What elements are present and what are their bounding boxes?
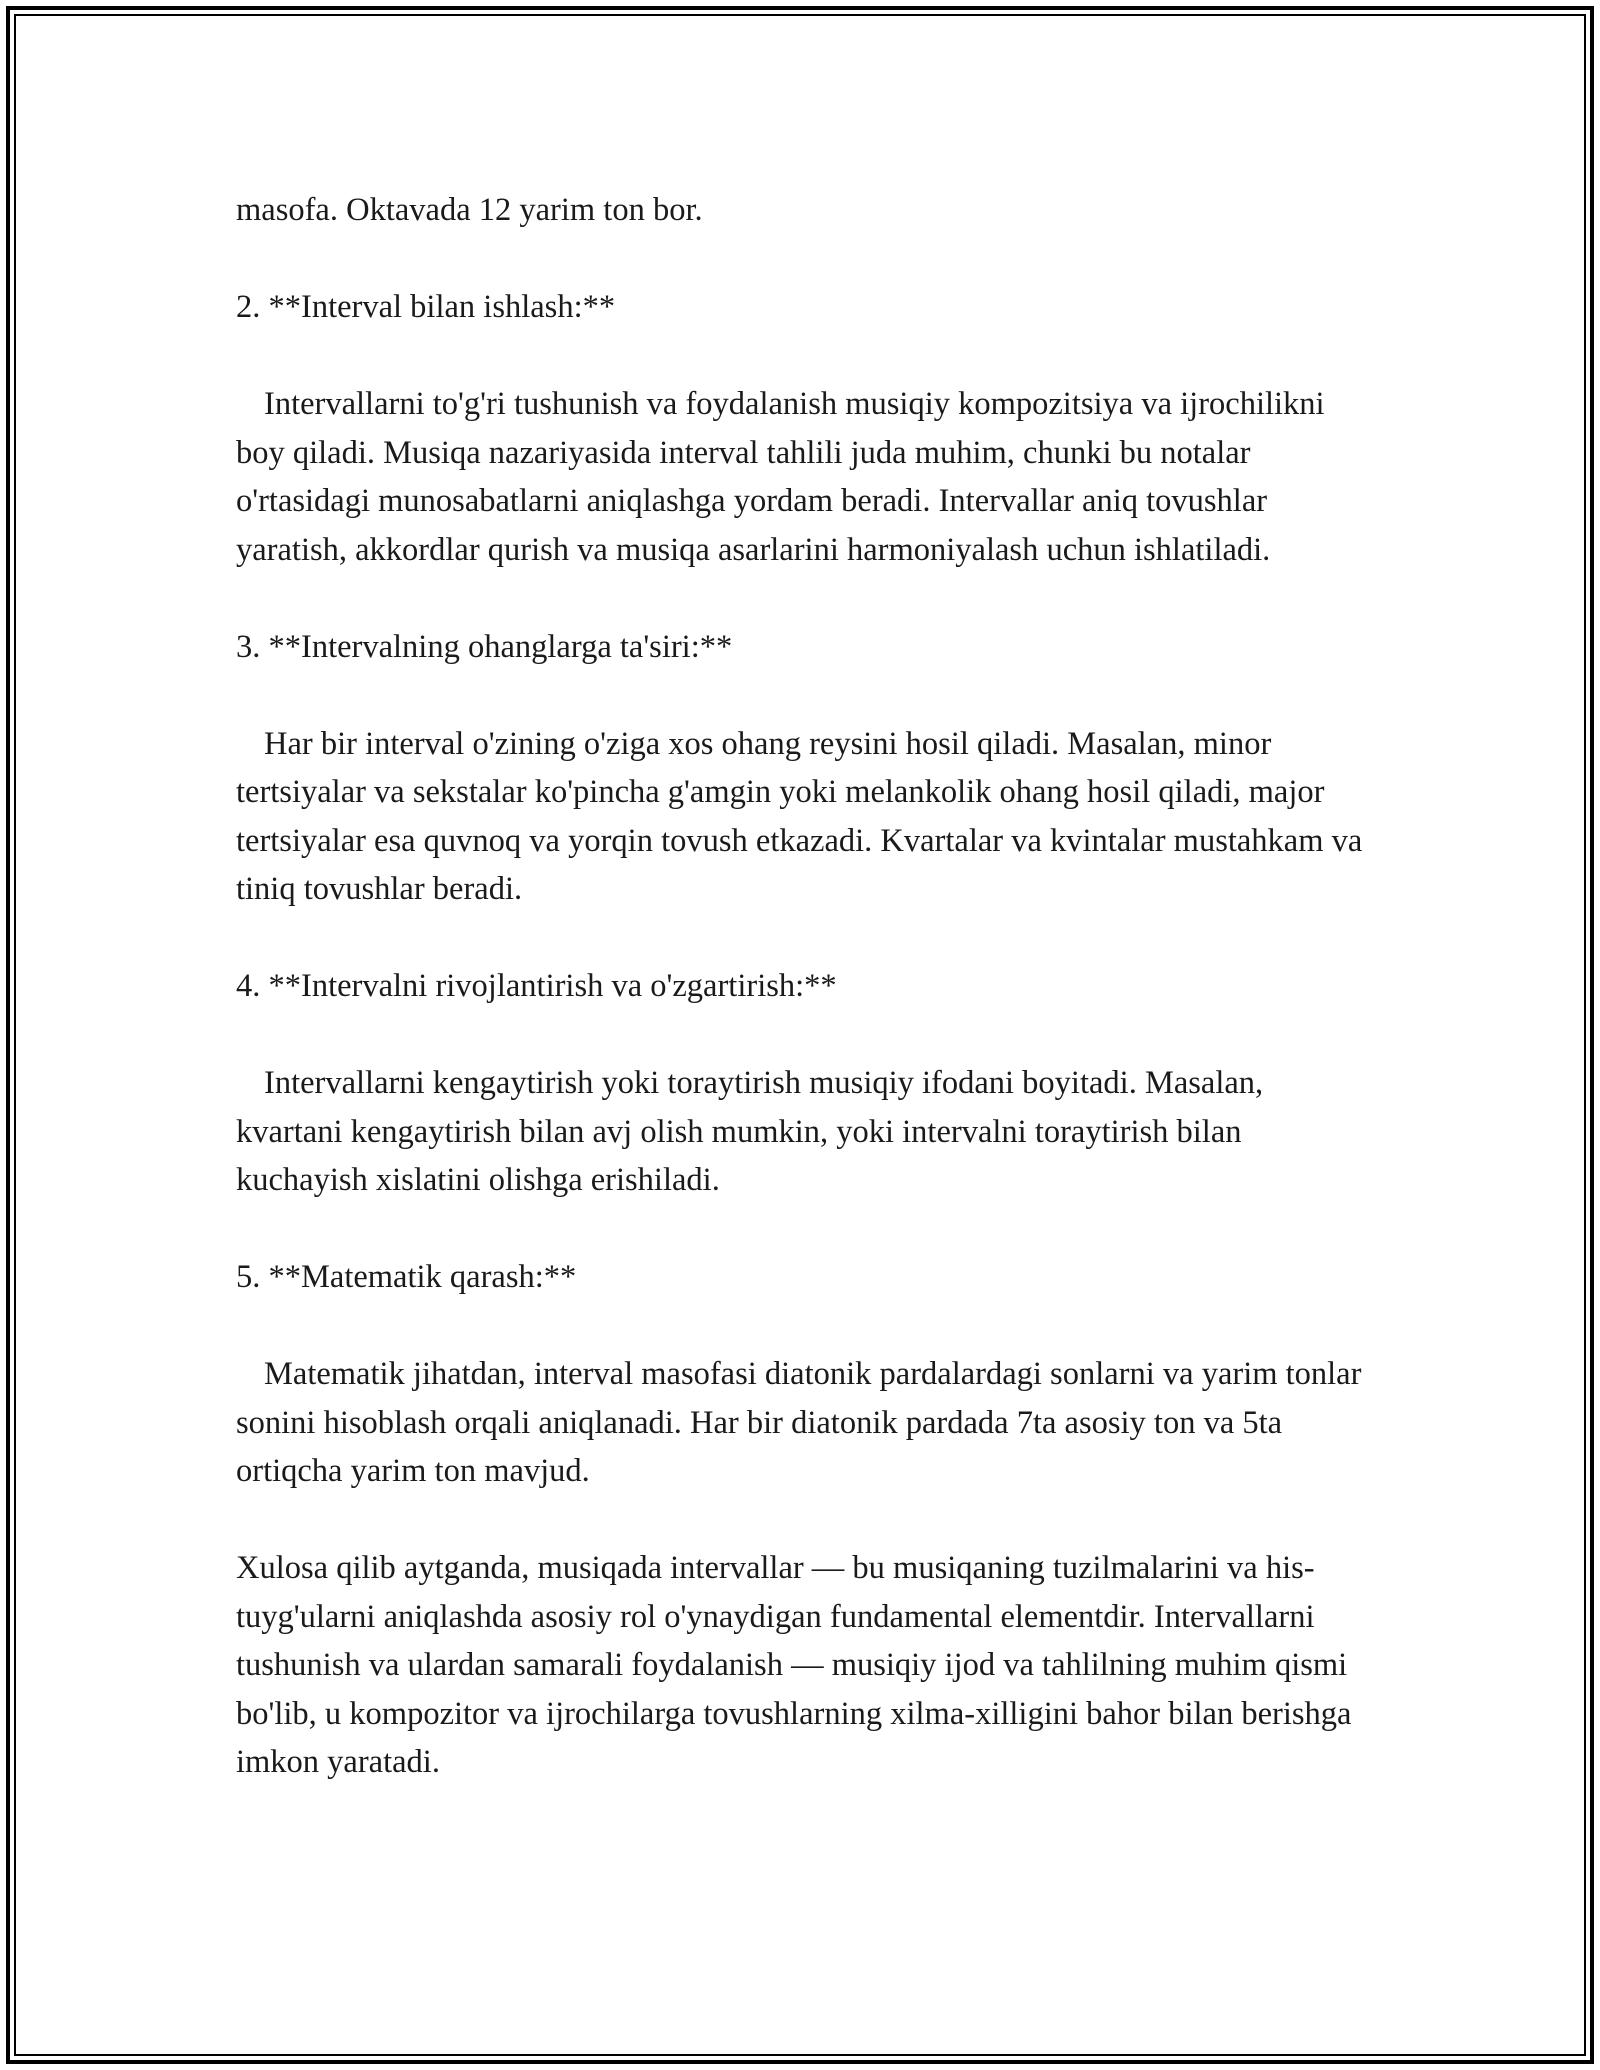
section-heading-interval-development: 4. **Intervalni rivojlantirish va o'zgartirish:** <box>236 968 837 1004</box>
paragraph-interval-development: Intervallarni kengaytirish yoki toraytirish musiqiy ifodani boyitadi. Masalan, kvartani kengaytirish bilan avj olish mumkin, yoki intervalni toraytirish bilan kuchayish xislatini olishga erishiladi. <box>236 1065 1264 1198</box>
paragraph-interval-tone-effect: Har bir interval o'zining o'ziga xos ohang reysini hosil qiladi. Masalan, minor tertsiyalar va sekstalar ko'pincha g'amgin yoki melankolik ohang hosil qiladi, major tertsiyalar esa quvnoq va yorqin tovush etkazadi. Kvartalar va kvintalar mustahkam va tiniq tovushlar beradi. <box>236 725 1363 907</box>
paragraph-interval-usage: Intervallarni to'g'ri tushunish va foydalanish musiqiy kompozitsiya va ijrochilikni boy qiladi. Musiqa nazariyasida interval tahlili juda muhim, chunki bu notalar o'rtasidagi munosabatlarni aniqlashga yordam beradi. Intervallar aniq tovushlar yaratish, akkordlar qurish va musiqa asarlarini harmoniyalash uchun ishlatiladi. <box>236 386 1325 568</box>
paragraph-mathematical-view: Matematik jihatdan, interval masofasi diatonik pardalardagi sonlarni va yarim tonlar sonini hisoblash orqali aniqlanadi. Har bir diatonik pardada 7ta asosiy ton va 5ta ortiqcha yarim ton mavjud. <box>236 1356 1362 1489</box>
section-heading-interval-tone-effect: 3. **Intervalning ohanglarga ta'siri:** <box>236 628 733 665</box>
section-heading-mathematical-view: 5. **Matematik qarash:** <box>236 1259 577 1295</box>
section-heading-interval-usage: 2. **Interval bilan ishlash:** <box>236 289 616 325</box>
document-body <box>236 186 1366 1787</box>
paragraph-intro-continuation: masofa. Oktavada 12 yarim ton bor. <box>236 192 703 228</box>
paragraph-conclusion: Xulosa qilib aytganda, musiqada intervallar — bu musiqaning tuzilmalarini va his-tuyg'ularni aniqlashda asosiy rol o'ynaydigan fundamental elementdir. Intervallarni tushunish va ulardan samarali foydalanish — musiqiy ijod va tahlilning muhim qismi bo'lib, u kompozitor va ijrochilarga tovushlarning xilma-xilligini bahor bilan berishga imkon yaratadi. <box>236 1550 1352 1780</box>
